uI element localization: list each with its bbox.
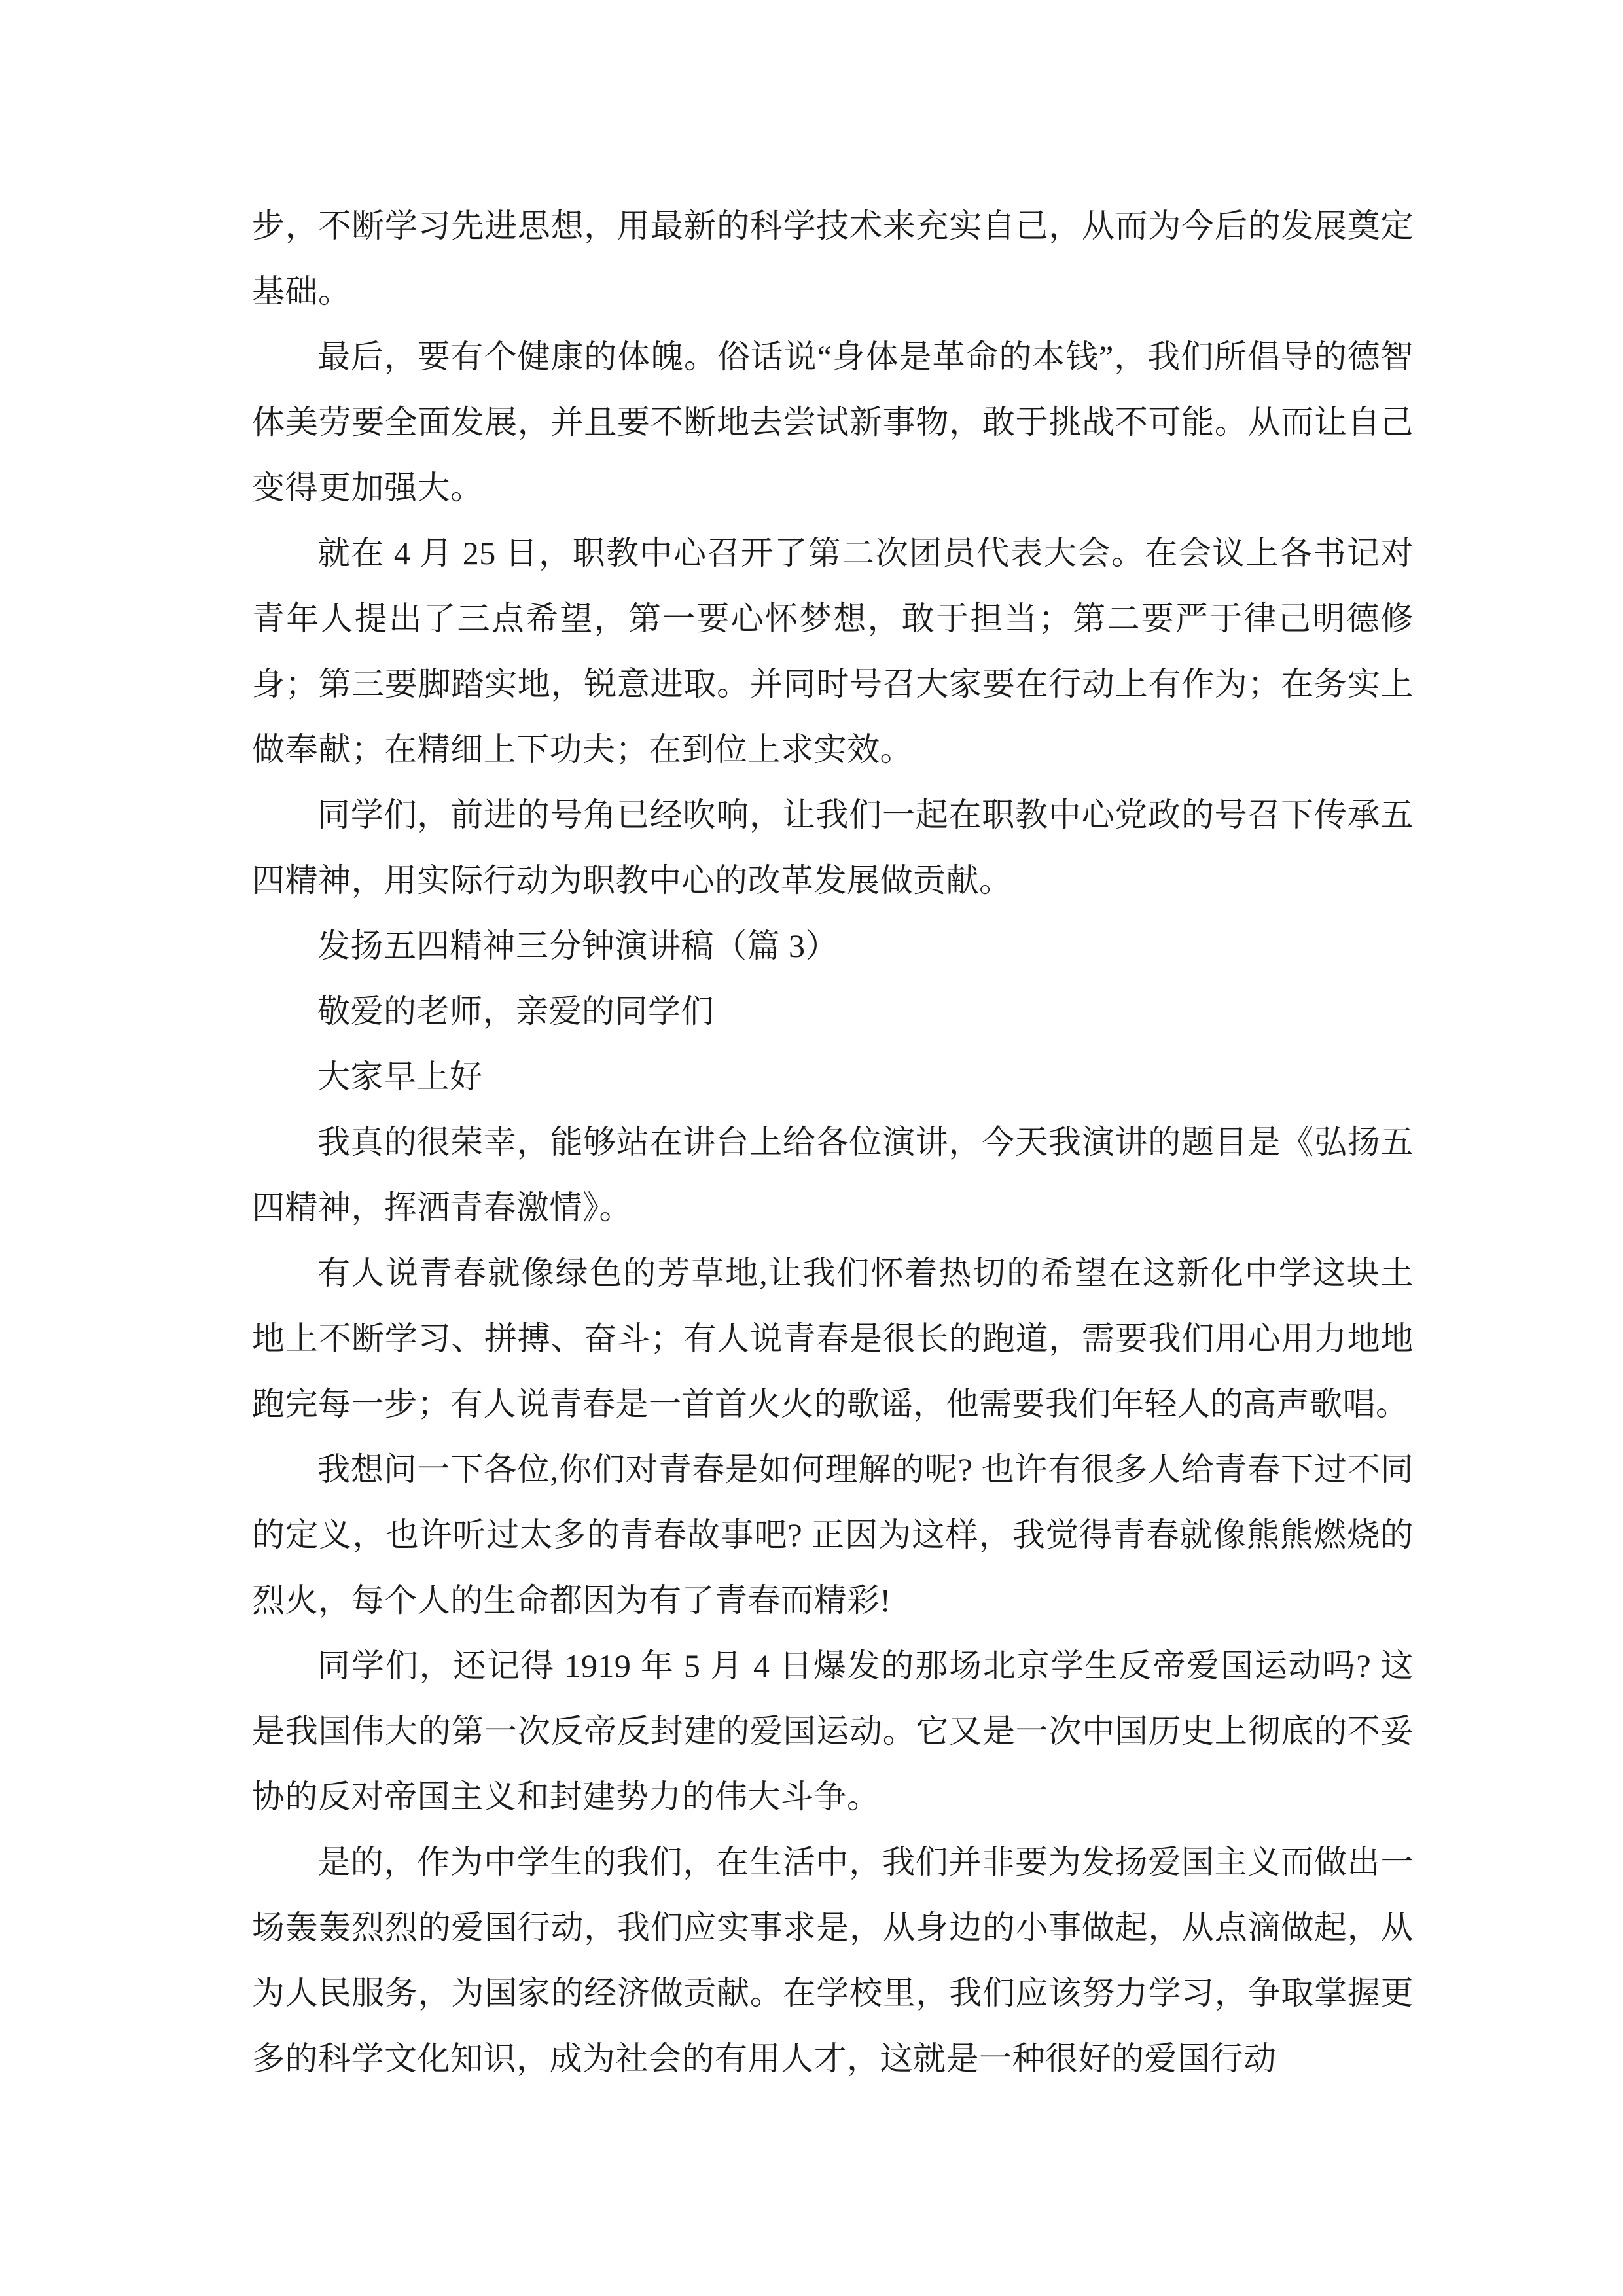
section-heading: 发扬五四精神三分钟演讲稿（篇 3）: [317, 927, 838, 964]
paragraph: 同学们，还记得 1919 年 5 月 4 日爆发的那场北京学生反帝爱国运动吗? 这是我国伟大的第一次反帝反封建的爱国运动。它又是一次中国历史上彻底的不妥协的反对帝国主义和封建势力的伟大斗争。: [252, 1647, 1414, 1815]
paragraph: 我想问一下各位,你们对青春是如何理解的呢? 也许有很多人给青春下过不同的定义，也许听过太多的青春故事吧? 正因为这样，我觉得青春就像熊熊燃烧的烈火，每个人的生命都因为有了青春而精彩!: [252, 1451, 1414, 1619]
paragraph: 有人说青春就像绿色的芳草地,让我们怀着热切的希望在这新化中学这块土地上不断学习、拼搏、奋斗；有人说青春是很长的跑道，需要我们用心用力地地跑完每一步；有人说青春是一首首火火的歌谣，他需要我们年轻人的高声歌唱。: [252, 1255, 1414, 1422]
salutation-line: 敬爱的老师，亲爱的同学们: [317, 993, 714, 1030]
paragraph: 我真的很荣幸，能够站在讲台上给各位演讲，今天我演讲的题目是《弘扬五四精神，挥洒青春激情》。: [252, 1124, 1414, 1226]
paragraph: 最后，要有个健康的体魄。俗话说“身体是革命的本钱”，我们所倡导的德智体美劳要全面发展，并且要不断地去尝试新事物，敢于挑战不可能。从而让自己变得更加强大。: [252, 338, 1414, 506]
paragraph: 步，不断学习先进思想，用最新的科学技术来充实自己，从而为今后的发展奠定基础。: [252, 207, 1414, 310]
paragraph: 同学们，前进的号角已经吹响，让我们一起在职教中心党政的号召下传承五四精神，用实际行动为职教中心的改革发展做贡献。: [252, 797, 1414, 899]
document-body: [252, 193, 1414, 2091]
greeting-line: 大家早上好: [317, 1058, 483, 1095]
paragraph: 就在 4 月 25 日，职教中心召开了第二次团员代表大会。在会议上各书记对青年人提出了三点希望，第一要心怀梦想，敢于担当；第二要严于律己明德修身；第三要脚踏实地，锐意进取。并同时号召大家要在行动上有作为；在务实上做奉献；在精细上下功夫；在到位上求实效。: [252, 535, 1414, 768]
paragraph: 是的，作为中学生的我们，在生活中，我们并非要为发扬爱国主义而做出一场轰轰烈烈的爱国行动，我们应实事求是，从身边的小事做起，从点滴做起，从为人民服务，为国家的经济做贡献。在学校里，我们应该努力学习，争取掌握更多的科学文化知识，成为社会的有用人才，这就是一种很好的爱国行动: [252, 1844, 1414, 2077]
